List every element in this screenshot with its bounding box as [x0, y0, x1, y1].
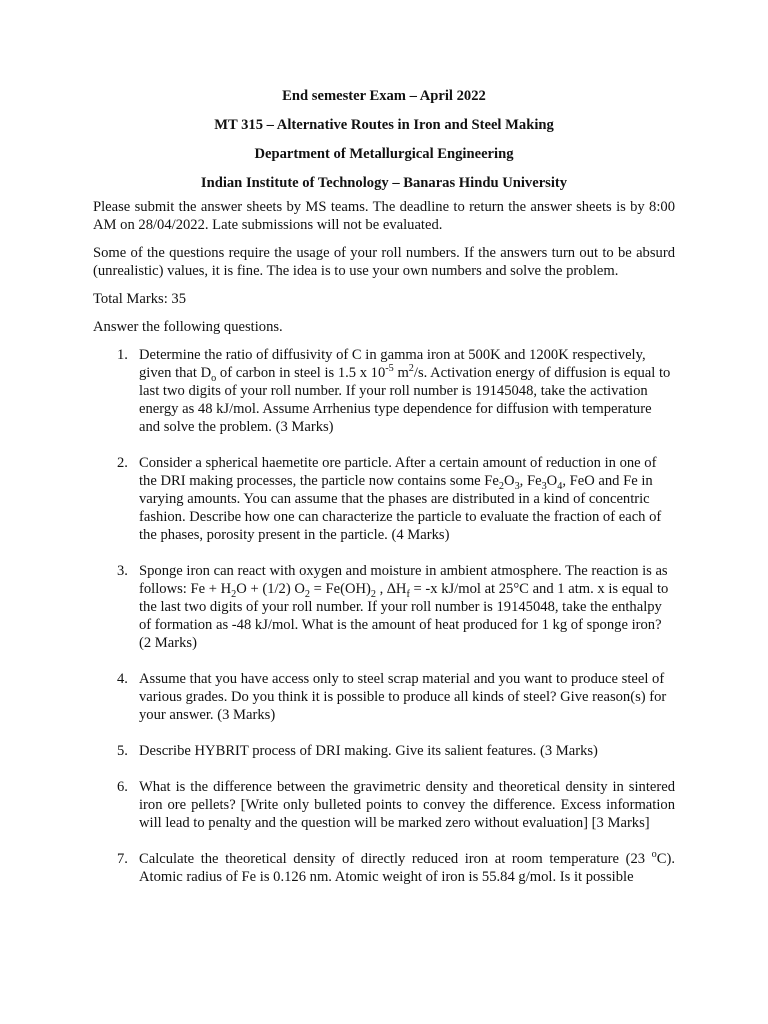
question-2: [93, 454, 675, 544]
subscript: 3: [541, 480, 547, 492]
question-number: 2.: [117, 455, 128, 471]
question-7: [93, 850, 675, 886]
text-part: Calculate the theoretical density of directly reduced iron at room temperature (23: [139, 851, 652, 867]
question-5: [93, 742, 675, 760]
text-part: of carbon in steel is 1.5 x 10: [216, 365, 386, 381]
question-1: [93, 346, 675, 436]
subscript: 2: [498, 480, 505, 492]
answer-instruction: Answer the following questions.: [93, 319, 283, 335]
question-text: Assume that you have access only to steel scrap material and you want to produce steel of various grades. Do you think it is possible to produce all kinds of steel? Give reason(s) for your answer. (3 Marks): [139, 671, 667, 723]
subscript: o: [211, 372, 217, 384]
exam-body: [93, 198, 675, 904]
question-text: [139, 850, 675, 886]
question-number: 7.: [117, 851, 128, 867]
total-marks: Total Marks: 35: [93, 291, 187, 307]
institute-name: Indian Institute of Technology – Banaras Hindu University: [200, 175, 568, 191]
subscript: 2: [370, 588, 377, 600]
text-part: Determine the ratio of diffusivity of C in gamma iron at 500K and 1200K respectively, given that D: [139, 347, 646, 381]
text-part: , FeO and Fe in varying amounts. You can assume that the phases are distributed in a kind of concentric fashion. Describe how one can characterize the particle to evaluate the fraction of each of the phases, porosity present in the particle. (4 Marks): [139, 473, 662, 543]
question-4: [93, 670, 675, 724]
text-part: Sponge iron can react with oxygen and moisture in ambient atmosphere. The reaction is as follows: Fe + H: [139, 563, 668, 597]
text-part: /s. Activation energy of diffusion is equal to last two digits of your roll number. If your roll number is 19145048, take the activation energy as 48 kJ/mol. Assume Arrhenius type dependence for diffusion with temperature and solve the problem. (3 Marks): [139, 365, 671, 435]
department-name: Department of Metallurgical Engineering: [254, 146, 514, 162]
roll-number-note: Some of the questions require the usage of your roll numbers. If the answers turn out to be absurd (unrealistic) values, it is fine. The idea is to use your own numbers and solve the problem.: [93, 245, 675, 279]
question-number: 1.: [117, 347, 128, 363]
superscript: 2: [408, 363, 414, 375]
text-part: Consider a spherical haemetite ore particle. After a certain amount of reduction in one of the DRI making processes, the particle now contains some Fe: [139, 455, 657, 489]
question-text: Describe HYBRIT process of DRI making. Give its salient features. (3 Marks): [139, 743, 598, 759]
subscript: 4: [557, 480, 563, 492]
text-part: O + (1/2) O: [236, 581, 305, 597]
question-number: 3.: [117, 563, 128, 579]
exam-title: End semester Exam – April 2022: [282, 88, 486, 104]
question-text: [139, 562, 675, 652]
text-part: C). Atomic radius of Fe is 0.126 nm. Atomic weight of iron is 55.84 g/mol. Is it possible: [139, 851, 675, 885]
submission-instructions: Please submit the answer sheets by MS teams. The deadline to return the answer sheets is by 8:00 AM on 28/04/2022. Late submissions will not be evaluated.: [93, 199, 675, 233]
subscript: 2: [231, 588, 237, 600]
question-3: [93, 562, 675, 652]
question-list: [93, 346, 675, 886]
text-part: , Fe: [519, 473, 542, 489]
subscript: 3: [514, 480, 520, 492]
subscript: f: [406, 588, 410, 600]
text-part: m: [393, 365, 409, 381]
question-text: What is the difference between the gravimetric density and theoretical density in sintered iron ore pellets? [Write only bulleted points to convey the difference. Excess information will lead to penalty and the question will be marked zero without evaluation] [3 Marks]: [139, 779, 675, 831]
question-number: 5.: [117, 743, 128, 759]
question-number: 6.: [117, 779, 128, 795]
text-part: O: [504, 473, 515, 489]
course-title: MT 315 – Alternative Routes in Iron and Steel Making: [214, 117, 554, 133]
question-6: [93, 778, 675, 832]
question-number: 4.: [117, 671, 128, 687]
text-part: O: [546, 473, 558, 489]
exam-header: [0, 87, 768, 203]
superscript: -5: [385, 363, 394, 375]
subscript: 2: [304, 588, 310, 600]
text-part: = -x kJ/mol at 25°C and 1 atm. x is equal to the last two digits of your roll number. If your roll number is 19145048, take the enthalpy of formation as -48 kJ/mol. What is the amount of heat produced for 1 kg of sponge iron? (2 Marks): [139, 581, 669, 651]
question-text: [139, 346, 675, 436]
text-part: , ∆H: [376, 581, 407, 597]
text-part: = Fe(OH): [310, 581, 371, 597]
superscript: o: [651, 849, 657, 861]
question-text: [139, 454, 675, 544]
